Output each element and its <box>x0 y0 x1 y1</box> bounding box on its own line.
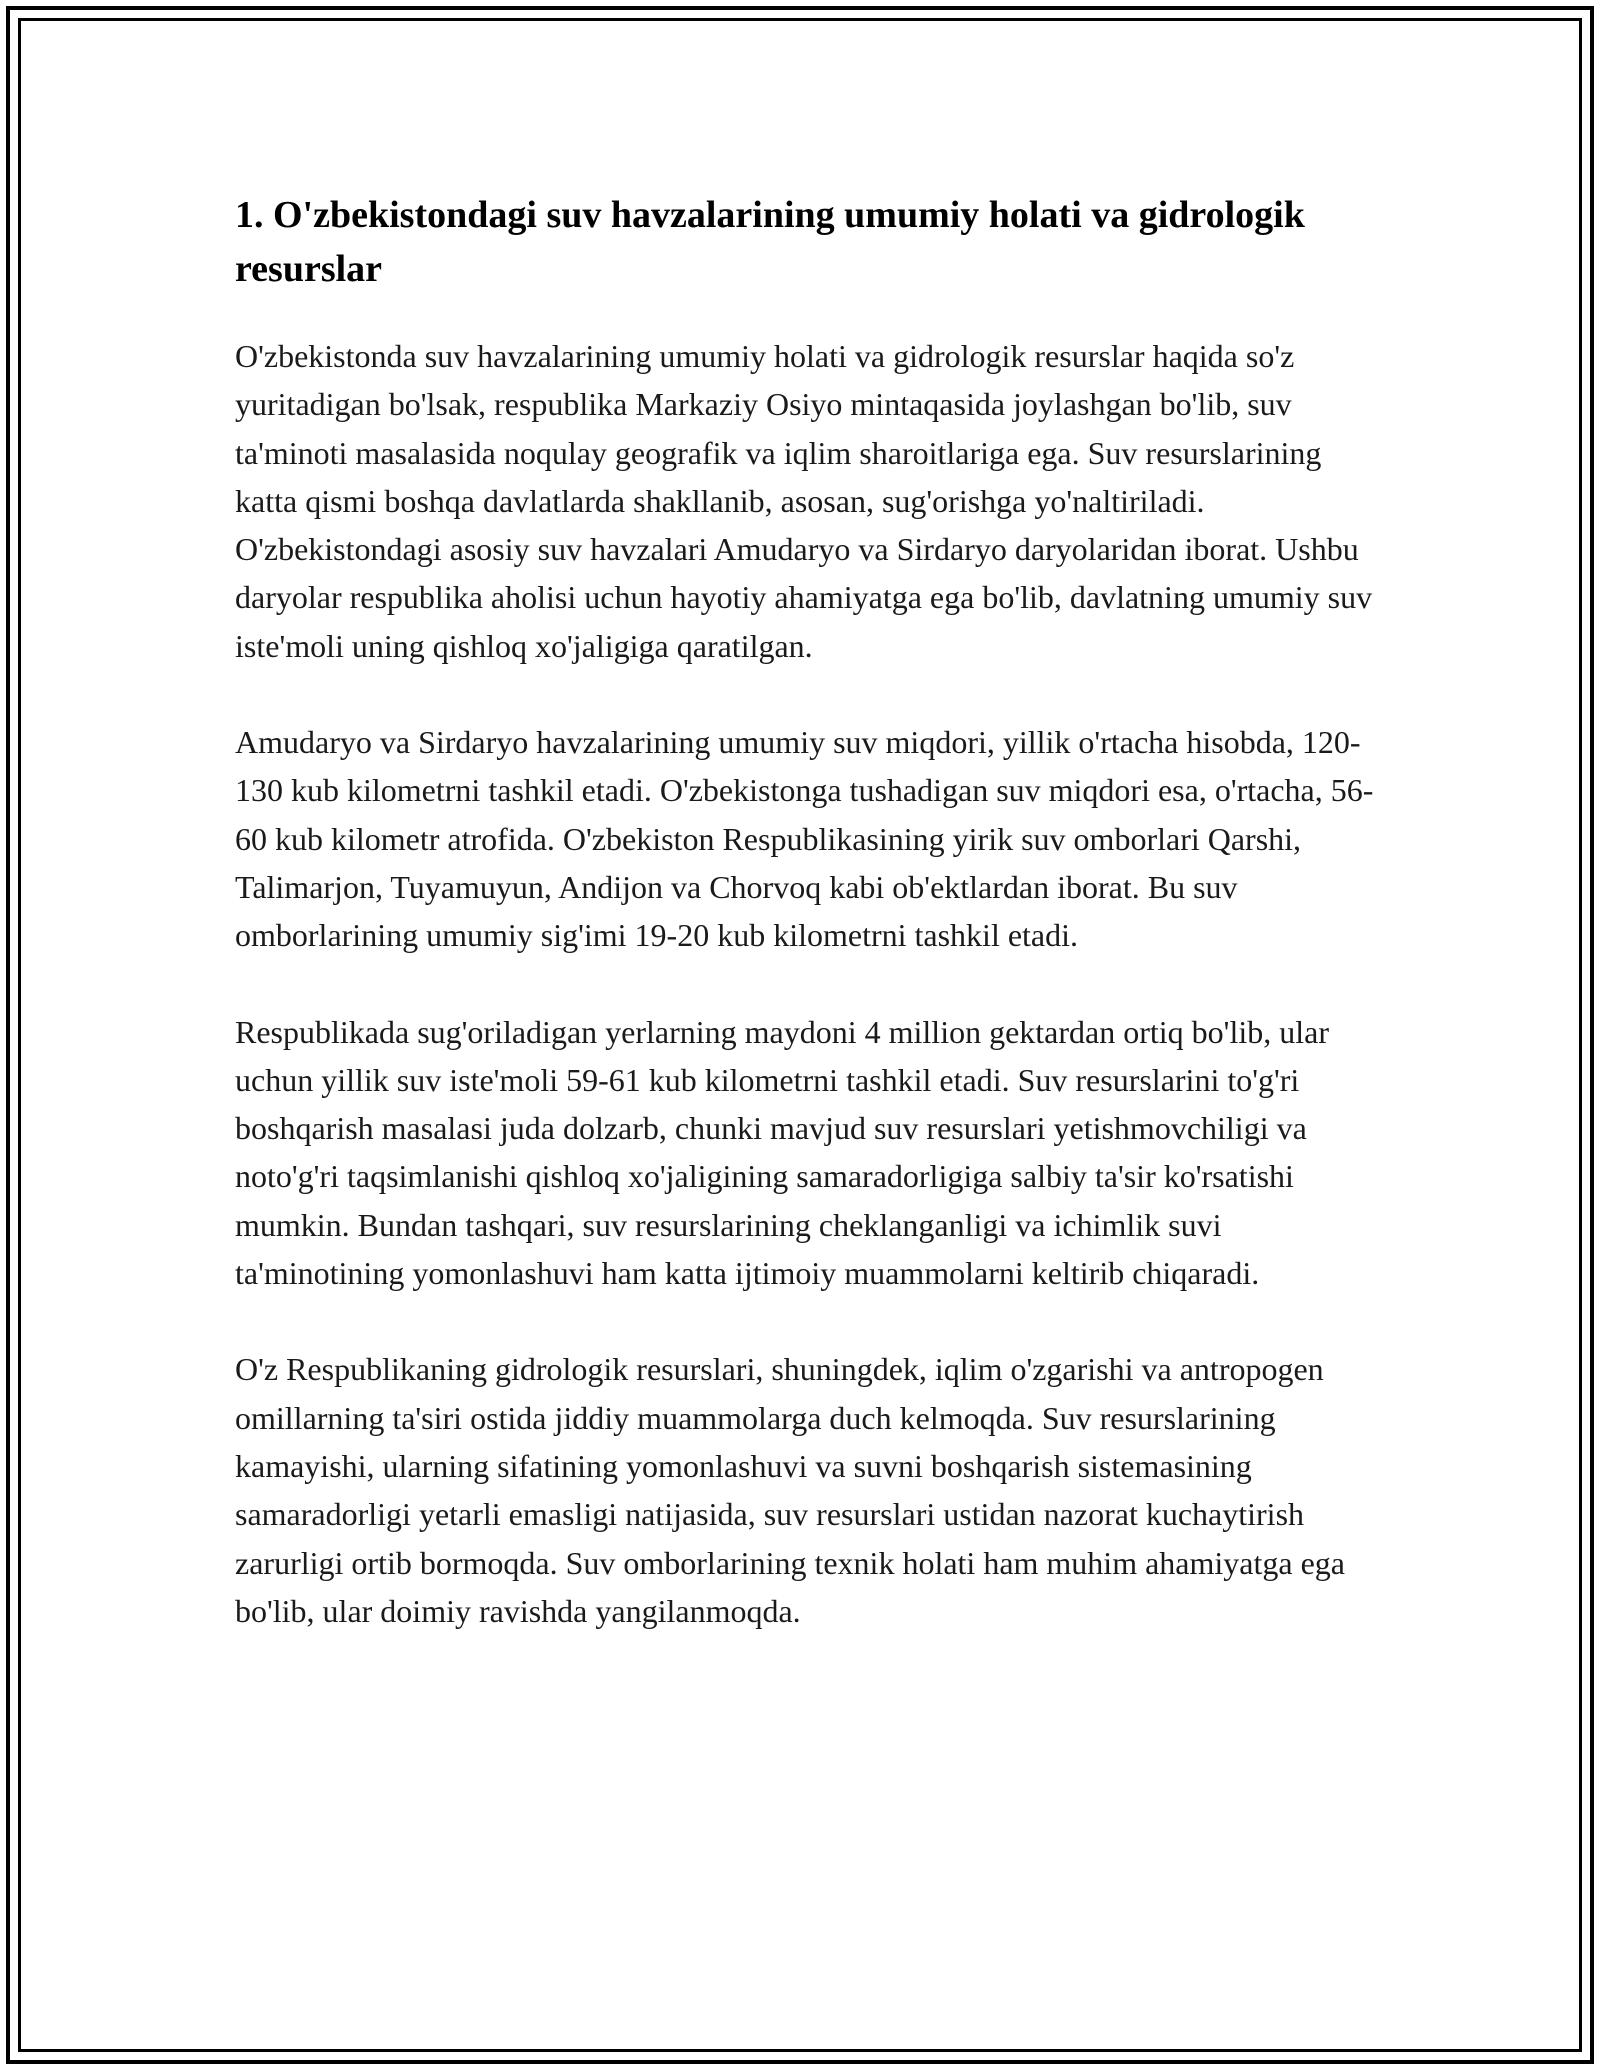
paragraph-2: Amudaryo va Sirdaryo havzalarining umumiy suv miqdori, yillik o'rtacha hisobda, 120-130 kub kilometrni tashkil etadi. O'zbekistonga tushadigan suv miqdori esa, o'rtacha, 56-60 kub kilometr atrofida. O'zbekiston Respublikasining yirik suv omborlari Qarshi, Talimarjon, Tuyamuyun, Andijon va Chorvoq kabi ob'ektlardan iborat. Bu suv omborlarining umumiy sig'imi 19-20 kub kilometrni tashkil etadi. <box>235 724 1374 954</box>
paragraph-4: O'z Respublikaning gidrologik resurslari, shuningdek, iqlim o'zgarishi va antropogen omillarning ta'siri ostida jiddiy muammolarga duch kelmoqda. Suv resurslarining kamayishi, ularning sifatining yomonlashuvi va suvni boshqarish sistemasining samaradorligi yetarli emasligi natijasida, suv resurslari ustidan nazorat kuchaytirish zarurligi ortib bormoqda. Suv omborlarining texnik holati ham muhim ahamiyatga ega bo'lib, ular doimiy ravishda yangilanmoqda. <box>235 1351 1345 1629</box>
paragraph-3: Respublikada sug'oriladigan yerlarning maydoni 4 million gektardan ortiq bo'lib, ular uchun yillik suv iste'moli 59-61 kub kilometrni tashkil etadi. Suv resurslarini to'g'ri boshqarish masalasi juda dolzarb, chunki mavjud suv resurslari yetishmovchiligi va noto'g'ri taqsimlanishi qishloq xo'jaligining samaradorligiga salbiy ta'sir ko'rsatishi mumkin. Bundan tashqari, suv resurslarining cheklanganligi va ichimlik suvi ta'minotining yomonlashuvi ham katta ijtimoiy muammolarni keltirib chiqaradi. <box>235 1013 1329 1292</box>
section-heading: 1. O'zbekistondagi suv havzalarining umumiy holati va gidrologik resurslar <box>235 194 1305 290</box>
document-body <box>235 188 1375 1683</box>
paragraph-1: O'zbekistonda suv havzalarining umumiy holati va gidrologik resurslar haqida so'z yuritadigan bo'lsak, respublika Markaziy Osiyo mintaqasida joylashgan bo'lib, suv ta'minoti masalasida noqulay geografik va iqlim sharoitlariga ega. Suv resurslarining katta qismi boshqa davlatlarda shakllanib, asosan, sug'orishga yo'naltiriladi. O'zbekistondagi asosiy suv havzalari Amudaryo va Sirdaryo daryolaridan iborat. Ushbu daryolar respublika aholisi uchun hayotiy ahamiyatga ega bo'lib, davlatning umumiy suv iste'moli uning qishloq xo'jaligiga qaratilgan. <box>235 338 1373 664</box>
